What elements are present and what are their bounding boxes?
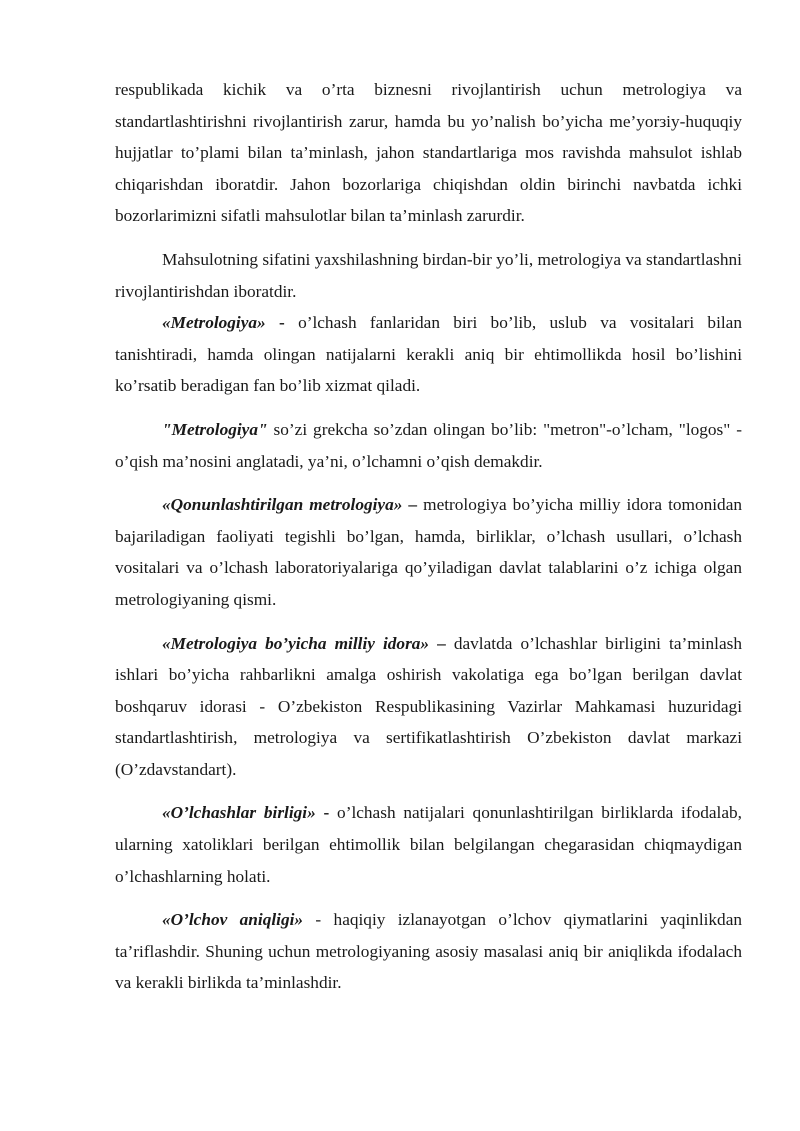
definition-separator: – xyxy=(402,495,424,515)
definition-separator: - xyxy=(303,910,334,930)
paragraph-product-quality xyxy=(115,244,742,307)
definition-metrologiya xyxy=(115,307,742,402)
definition-separator: – xyxy=(429,633,454,653)
definition-term: «O’lchov aniqligi» xyxy=(162,910,304,930)
definition-text: haqiqiy izlanayotgan o’lchov qiymatlarini yaqinlikdan ta’riflashdir. Shuning uchun metrologiyaning asosiy masalasi aniq bir aniqlikda ifodalach va kerakli birlikda ta’minlashdir. xyxy=(115,910,743,993)
definition-measurement-accuracy xyxy=(115,904,742,999)
definition-national-metrology-body xyxy=(115,628,742,786)
document-page xyxy=(115,74,742,999)
definition-term: «Metrologiya bo’yicha milliy idora» xyxy=(162,633,430,653)
definition-measurement-unity xyxy=(115,797,742,892)
paragraph-text: Mahsulotning sifatini yaxshilashning birdan-bir yo’li, metrologiya va standartlashni rivojlantirishdan iboratdir. xyxy=(115,249,742,301)
definition-text: metrologiya bo’yicha milliy idora tomonidan bajariladigan faoliyati tegishli bo’lgan, hamda, birliklar, o’lchash usullari, o’lchash vositalari va o’lchash laboratoriyalariga qo’yiladigan davlat talablarini o’z ichiga olgan metrologiyaning qismi. xyxy=(115,495,743,609)
definition-term: «O’lchashlar birligi» xyxy=(162,803,316,823)
paragraph-intro-continuation xyxy=(115,74,742,232)
definition-text: o’lchash natijalari qonunlashtirilgan birliklarda ifodalab, ularning xatoliklari berilgan ehtimollik bilan belgilangan chegarasidan chiqmaydigan o’lchashlarning holati. xyxy=(115,803,742,886)
paragraph-text: respublikada kichik va o’rta biznesni rivojlantirish uchun metrologiya va standartlashtirishni rivojlantirish zarur, hamda bu yo’nalish bo’yicha me’yorзiy-huquqiy hujjatlar to’plami bilan ta’minlash, jahon standartlariga mos ravishda mahsulot ishlab chiqarishdan iboratdir. Jahon bozorlariga chiqishdan oldin birinchi navbatda ichki bozorlarimizni sifatli mahsulotlar bilan ta’minlash zarurdir. xyxy=(115,80,742,226)
definition-term: "Metrologiya" xyxy=(162,419,268,439)
definition-term: «Qonunlashtirilgan metrologiya» xyxy=(162,495,403,515)
definition-separator: - xyxy=(315,803,338,823)
definition-text: so’zi grekcha so’zdan olingan bo’lib: "metron"-o’lcham, "logos" - o’qish ma’nosini anglatadi, ya’ni, o’lchamni o’qish demakdir. xyxy=(115,419,743,471)
definition-metrologiya-etymology xyxy=(115,414,742,477)
definition-legal-metrology xyxy=(115,489,742,615)
definition-separator: - xyxy=(265,313,299,333)
definition-term: «Metrologiya» xyxy=(162,313,266,333)
definition-text: o’lchash fanlaridan biri bo’lib, uslub va vositalari bilan tanishtiradi, hamda olingan natijalarni kerakli aniq bir ehtimollikda hosil bo’lishini ko’rsatib beradigan fan bo’lib xizmat qiladi. xyxy=(115,313,742,396)
definition-text: davlatda o’lchashlar birligini ta’minlash ishlari bo’yicha rahbarlikni amalga oshirish vakolatiga ega bo’lgan berilgan davlat boshqaruv idorasi - O’zbekiston Respublikasining Vazirlar Mahkamasi huzuridagi standartlashtirish, metrologiya va sertifikatlashtirish O’zbekiston davlat markazi (O’zdavstandart). xyxy=(115,633,742,779)
